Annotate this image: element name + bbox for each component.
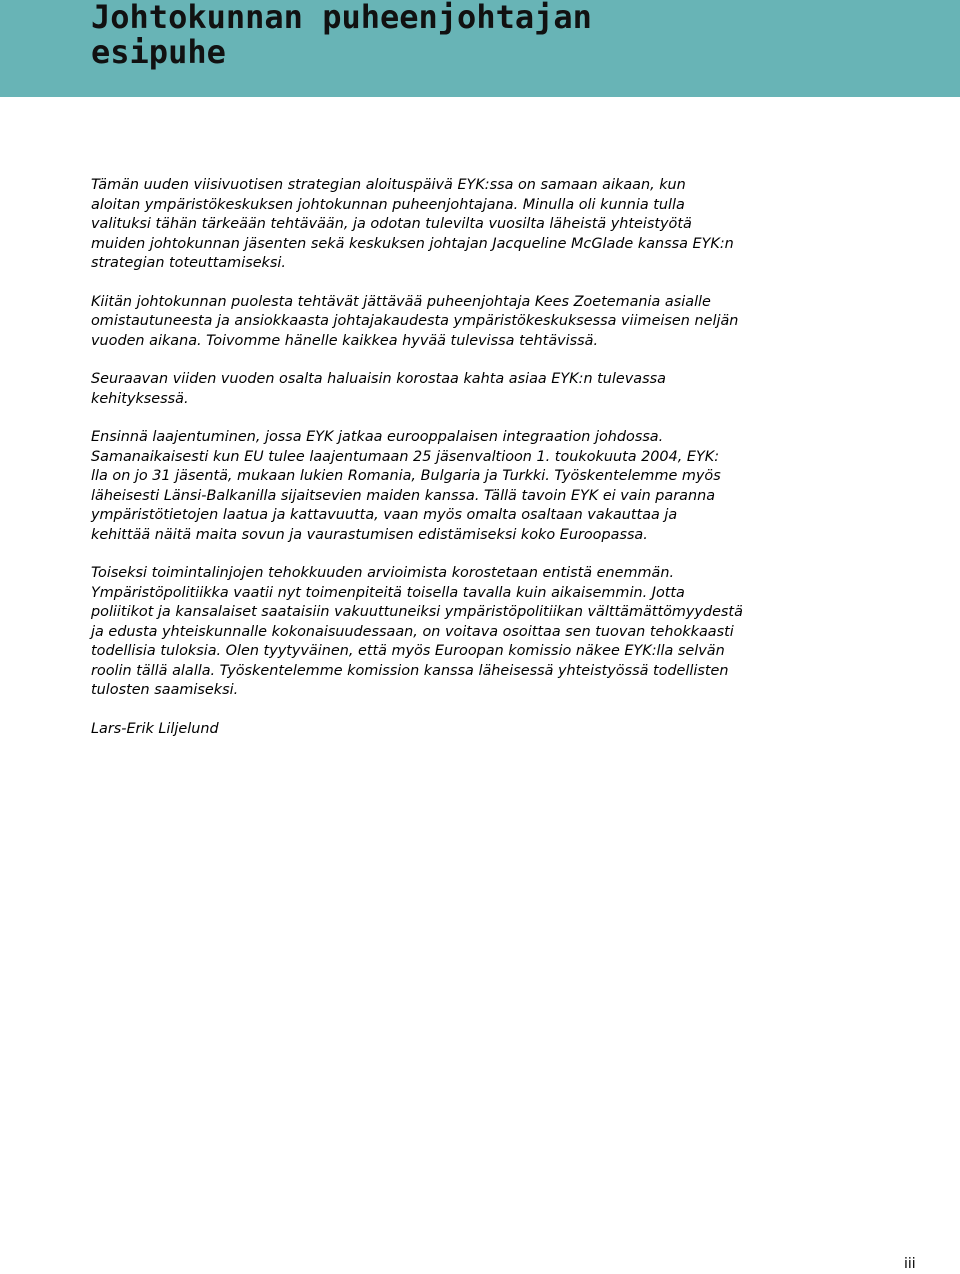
text-line: Ensinnä laajentuminen, jossa EYK jatkaa eurooppalaisen integraation johdossa. <box>91 429 664 445</box>
text-line: Seuraavan viiden vuoden osalta haluaisin korostaa kahta asiaa EYK:n tulevassa <box>91 371 666 387</box>
text-line: poliitikot ja kansalaiset saataisiin vakuuttuneiksi ympäristöpolitiikan välttämättömyydestä <box>91 604 743 620</box>
page-title-line: Johtokunnan puheenjohtajan <box>91 0 592 36</box>
paragraph-2 <box>91 293 791 352</box>
text-line: Toiseksi toimintalinjojen tehokkuuden arvioimista korostetaan entistä enemmän. <box>91 565 675 581</box>
text-line: ympäristötietojen laatua ja kattavuutta, vaan myös omalta osaltaan vakauttaa ja <box>91 507 678 523</box>
text-line: kehittää näitä maita sovun ja vaurastumisen edistämiseksi koko Euroopassa. <box>91 526 648 543</box>
signature-text: Lars-Erik Liljelund <box>91 720 219 737</box>
text-line: ja edusta yhteiskunnalle kokonaisuudessaan, on voitava osoittaa sen tuovan tehokkaasti <box>91 623 734 640</box>
text-line: lla on jo 31 jäsentä, mukaan lukien Romania, Bulgaria ja Turkki. Työskentelemme myös <box>91 468 721 484</box>
paragraph-5 <box>91 564 791 701</box>
text-line: roolin tällä alalla. Työskentelemme komission kanssa läheisessä yhteistyössä todellisten <box>91 662 729 679</box>
text-line: läheisesti Länsi-Balkanilla sijaitsevien maiden kanssa. Tällä tavoin EYK ei vain paranna <box>91 487 716 504</box>
text-line: kehityksessä. <box>91 390 189 407</box>
text-line: Kiitän johtokunnan puolesta tehtävät jättävää puheenjohtaja Kees Zoetemania asialle <box>91 293 711 310</box>
text-line: vuoden aikana. Toivomme hänelle kaikkea hyvää tulevissa tehtävissä. <box>91 332 599 349</box>
text-line: muiden johtokunnan jäsenten sekä keskuksen johtajan Jacqueline McGlade kanssa EYK:n <box>91 235 734 252</box>
text-line: todellisia tuloksia. Olen tyytyväinen, että myös Euroopan komissio näkee EYK:lla selvän <box>91 643 725 659</box>
text-line: omistautuneesta ja ansiokkaasta johtajakaudesta ympäristökeskuksessa viimeisen neljän <box>91 313 739 329</box>
text-line: Samanaikaisesti kun EU tulee laajentumaan 25 jäsenvaltioon 1. toukokuuta 2004, EYK: <box>91 448 720 465</box>
preface-body <box>91 176 791 739</box>
page-title <box>91 0 791 70</box>
text-line: strategian toteuttamiseksi. <box>91 255 286 271</box>
text-line: aloitan ympäristökeskuksen johtokunnan puheenjohtajana. Minulla oli kunnia tulla <box>91 196 685 213</box>
text-line: Ympäristöpolitiikka vaatii nyt toimenpiteitä toisella tavalla kuin aikaisemmin. Jotta <box>91 584 685 601</box>
signature <box>91 720 791 740</box>
text-line: Tämän uuden viisivuotisen strategian aloituspäivä EYK:ssa on samaan aikaan, kun <box>91 177 686 193</box>
page-number: iii <box>904 1256 916 1272</box>
paragraph-3 <box>91 370 791 409</box>
text-line: valituksi tähän tärkeään tehtävään, ja odotan tulevilta vuosilta läheistä yhteistyötä <box>91 216 692 232</box>
paragraph-1 <box>91 176 791 274</box>
paragraph-4 <box>91 428 791 545</box>
page-title-line: esipuhe <box>91 33 226 71</box>
text-line: tulosten saamiseksi. <box>91 682 239 698</box>
